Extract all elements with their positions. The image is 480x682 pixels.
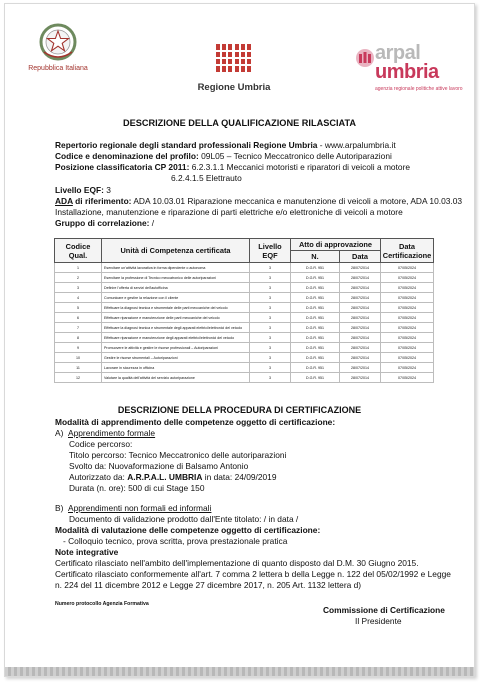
row-eqf: 3: [250, 313, 291, 323]
row-eqf: 3: [250, 343, 291, 353]
profilo-label: Codice e denominazione del profilo:: [55, 151, 199, 161]
row-atto-n: D.G.R. 951: [291, 343, 340, 353]
row-atto-n: D.G.R. 951: [291, 263, 340, 273]
row-atto-data: 28/07/2014: [340, 333, 381, 343]
row-eqf: 3: [250, 283, 291, 293]
ada-line-2: Installazione, manutenzione e riparazione di parti elettriche e/o elettroniche di veicoli a motore: [55, 207, 403, 217]
row-eqf: 3: [250, 263, 291, 273]
header-codice: Codice Qual.: [55, 239, 102, 263]
row-atto-n: D.G.R. 951: [291, 273, 340, 283]
regione-umbria-caption: Regione Umbria: [197, 82, 271, 93]
row-cert-date: 07/05/2024: [381, 373, 434, 383]
row-unit: Effettuare riparazione e manutenzione delle parti meccaniche del veicolo: [102, 313, 250, 323]
row-code: 1: [55, 263, 102, 273]
header-n: N.: [291, 251, 340, 263]
row-code: 5: [55, 303, 102, 313]
row-cert-date: 07/05/2024: [381, 313, 434, 323]
row-eqf: 3: [250, 293, 291, 303]
footer-bar: [5, 667, 474, 676]
profilo-value: 09L05 – Tecnico Meccatronico delle Autoriparazioni: [198, 151, 392, 161]
table-row: [55, 363, 434, 373]
table-row: [55, 273, 434, 283]
row-atto-n: D.G.R. 951: [291, 323, 340, 333]
row-eqf: 3: [250, 373, 291, 383]
header-atto: Atto di approvazione: [291, 239, 381, 251]
table-row: [55, 373, 434, 383]
table-row: [55, 263, 434, 273]
repertorio-url: - www.arpalumbria.it: [317, 140, 396, 150]
row-eqf: 3: [250, 363, 291, 373]
row-unit: Esercitare la professione di Tecnico meccatronico delle autoriparazioni: [102, 273, 250, 283]
row-cert-date: 07/05/2024: [381, 303, 434, 313]
row-atto-data: 28/07/2014: [340, 283, 381, 293]
row-code: 4: [55, 293, 102, 303]
row-code: 6: [55, 313, 102, 323]
cp-value: 6.2.3.1.1 Meccanici motoristi e riparatori di veicoli a motore: [189, 162, 411, 172]
titolo-percorso: Titolo percorso: Tecnico Meccatronico delle autoriparazioni: [69, 450, 287, 460]
row-code: 12: [55, 373, 102, 383]
table-row: [55, 333, 434, 343]
note-label: Note integrative: [55, 547, 119, 557]
umbria-wordmark: umbria: [375, 61, 439, 83]
row-atto-n: D.G.R. 951: [291, 333, 340, 343]
ada-label: di riferimento:: [72, 196, 132, 206]
row-atto-data: 28/07/2014: [340, 263, 381, 273]
row-cert-date: 07/05/2024: [381, 323, 434, 333]
row-cert-date: 07/05/2024: [381, 343, 434, 353]
row-cert-date: 07/05/2024: [381, 293, 434, 303]
row-eqf: 3: [250, 303, 291, 313]
row-atto-data: 28/07/2014: [340, 273, 381, 283]
codice-percorso: Codice percorso:: [69, 439, 133, 449]
presidente: Il Presidente: [355, 616, 402, 626]
row-cert-date: 07/05/2024: [381, 353, 434, 363]
row-code: 11: [55, 363, 102, 373]
row-atto-n: D.G.R. 951: [291, 313, 340, 323]
row-atto-data: 28/07/2014: [340, 313, 381, 323]
row-atto-data: 28/07/2014: [340, 373, 381, 383]
table-row: [55, 353, 434, 363]
row-atto-data: 28/07/2014: [340, 343, 381, 353]
row-unit: Lavorare in sicurezza in officina: [102, 363, 250, 373]
header-livello: Livello EQF: [250, 239, 291, 263]
table-row: [55, 283, 434, 293]
row-atto-n: D.G.R. 951: [291, 353, 340, 363]
row-atto-data: 28/07/2014: [340, 303, 381, 313]
cp-line-2: 6.2.4.1.5 Elettrauto: [171, 173, 242, 183]
table-row: [55, 303, 434, 313]
row-unit: Promuovere le attività e gestire le risorse professionali – Autoriparazioni: [102, 343, 250, 353]
mod-apprendimento: Modalità di apprendimento delle competenze oggetto di certificazione:: [55, 417, 336, 427]
colloquio: - Colloquio tecnico, prova scritta, prova prestazionale pratica: [63, 536, 288, 546]
section-a-heading: A) Apprendimento formale: [55, 428, 156, 438]
row-unit: Gestire le risorse strumentali – Autoriparazioni: [102, 353, 250, 363]
document-page: [4, 3, 475, 677]
row-eqf: 3: [250, 273, 291, 283]
section-b-heading: B) Apprendimenti non formali ed informali: [55, 503, 212, 513]
repertorio-label: Repertorio regionale degli standard professionali Regione Umbria: [55, 140, 318, 150]
documento-validazione: Documento di validazione prodotto dall'Ente titolato: / in data /: [69, 514, 299, 524]
protocollo: Numero protocollo Agenzia Formativa: [55, 601, 149, 607]
competence-table: [54, 238, 434, 383]
row-unit: Definire l'offerta di servizi dell'autofficina: [102, 283, 250, 293]
row-atto-data: 28/07/2014: [340, 363, 381, 373]
procedure-title: DESCRIZIONE DELLA PROCEDURA DI CERTIFICAZIONE: [117, 405, 362, 415]
row-atto-data: 28/07/2014: [340, 323, 381, 333]
autorizzato-da: Autorizzato da: A.R.P.A.L. UMBRIA in data: 24/09/2019: [69, 472, 277, 482]
row-eqf: 3: [250, 353, 291, 363]
competence-table-clip: [5, 4, 474, 404]
eqf-value: 3: [103, 185, 111, 195]
row-unit: Effettuare la diagnosi tecnica e strumentale degli apparati elettrici/elettronici del veicolo: [102, 323, 250, 333]
row-atto-n: D.G.R. 951: [291, 373, 340, 383]
row-unit: Esercitare un'attività lavorativa in forma dipendente o autonoma: [102, 263, 250, 273]
header-unita: Unità di Competenza certificata: [102, 239, 250, 263]
ada-label-underlined: ADA: [55, 196, 73, 206]
svolto-da: Svolto da: Nuovaformazione di Balsamo Antonio: [69, 461, 249, 471]
row-code: 10: [55, 353, 102, 363]
arpal-wordmark: arpal: [375, 42, 421, 64]
eqf-label: Livello EQF:: [55, 185, 104, 195]
durata: Durata (n. ore): 500 di cui Stage 150: [69, 483, 205, 493]
row-eqf: 3: [250, 333, 291, 343]
note-3: n. 224 del 11 dicembre 2012 e Legge 27 dicembre 2017, n. 205 Art. 1132 lettera d): [55, 580, 362, 590]
table-row: [55, 313, 434, 323]
row-atto-n: D.G.R. 951: [291, 363, 340, 373]
repubblica-italiana-caption: Repubblica Italiana: [28, 65, 88, 72]
row-atto-n: D.G.R. 951: [291, 303, 340, 313]
table-row: [55, 293, 434, 303]
section-a-title: Apprendimento formale: [68, 428, 156, 438]
section-b-title: Apprendimenti non formali ed informali: [68, 503, 212, 513]
gruppo-label: Gruppo di correlazione:: [55, 218, 150, 228]
table-row: [55, 343, 434, 353]
row-cert-date: 07/05/2024: [381, 273, 434, 283]
row-cert-date: 07/05/2024: [381, 363, 434, 373]
row-code: 7: [55, 323, 102, 333]
mod-valutazione: Modalità di valutazione delle competenze oggetto di certificazione:: [55, 525, 321, 535]
ada-value: ADA 10.03.01 Riparazione meccanica e manutenzione di veicoli a motore, ADA 10.03.03: [131, 196, 463, 206]
gruppo-value: /: [149, 218, 155, 228]
note-2: Certificato rilasciato conformemente all'art. 7 comma 2 lettera b della Legge n. 122 del 05/02/1992 e Legge: [55, 569, 451, 579]
note-1: Certificato rilasciato nell'ambito dell'implementazione di quanto disposto dal D.M. 30 Giugno 2015.: [55, 558, 419, 568]
row-cert-date: 07/05/2024: [381, 333, 434, 343]
header-data: Data: [340, 251, 381, 263]
qualification-title: DESCRIZIONE DELLA QUALIFICAZIONE RILASCIATA: [122, 118, 357, 128]
row-code: 2: [55, 273, 102, 283]
row-code: 3: [55, 283, 102, 293]
row-code: 8: [55, 333, 102, 343]
row-unit: Effettuare riparazione e manutenzione degli apparati elettrici/elettronici del veicolo: [102, 333, 250, 343]
table-row: [55, 323, 434, 333]
row-cert-date: 07/05/2024: [381, 283, 434, 293]
row-cert-date: 07/05/2024: [381, 263, 434, 273]
cp-label: Posizione classificatoria CP 2011:: [55, 162, 190, 172]
commissione: Commissione di Certificazione: [323, 605, 445, 615]
row-unit: Valutare la qualità dell'attività del servizio autoriparazione: [102, 373, 250, 383]
row-atto-n: D.G.R. 951: [291, 293, 340, 303]
row-atto-data: 28/07/2014: [340, 293, 381, 303]
row-unit: Effettuare la diagnosi tecnica e strumentale delle parti meccaniche del veicolo: [102, 303, 250, 313]
row-unit: Comunicare e gestire la relazione con il cliente: [102, 293, 250, 303]
row-atto-data: 28/07/2014: [340, 353, 381, 363]
row-code: 9: [55, 343, 102, 353]
row-eqf: 3: [250, 323, 291, 333]
header-cert: Data Certificazione: [381, 239, 434, 263]
arpal-tagline: agenzia regionale politiche attive lavoro: [375, 86, 463, 92]
row-atto-n: D.G.R. 951: [291, 283, 340, 293]
